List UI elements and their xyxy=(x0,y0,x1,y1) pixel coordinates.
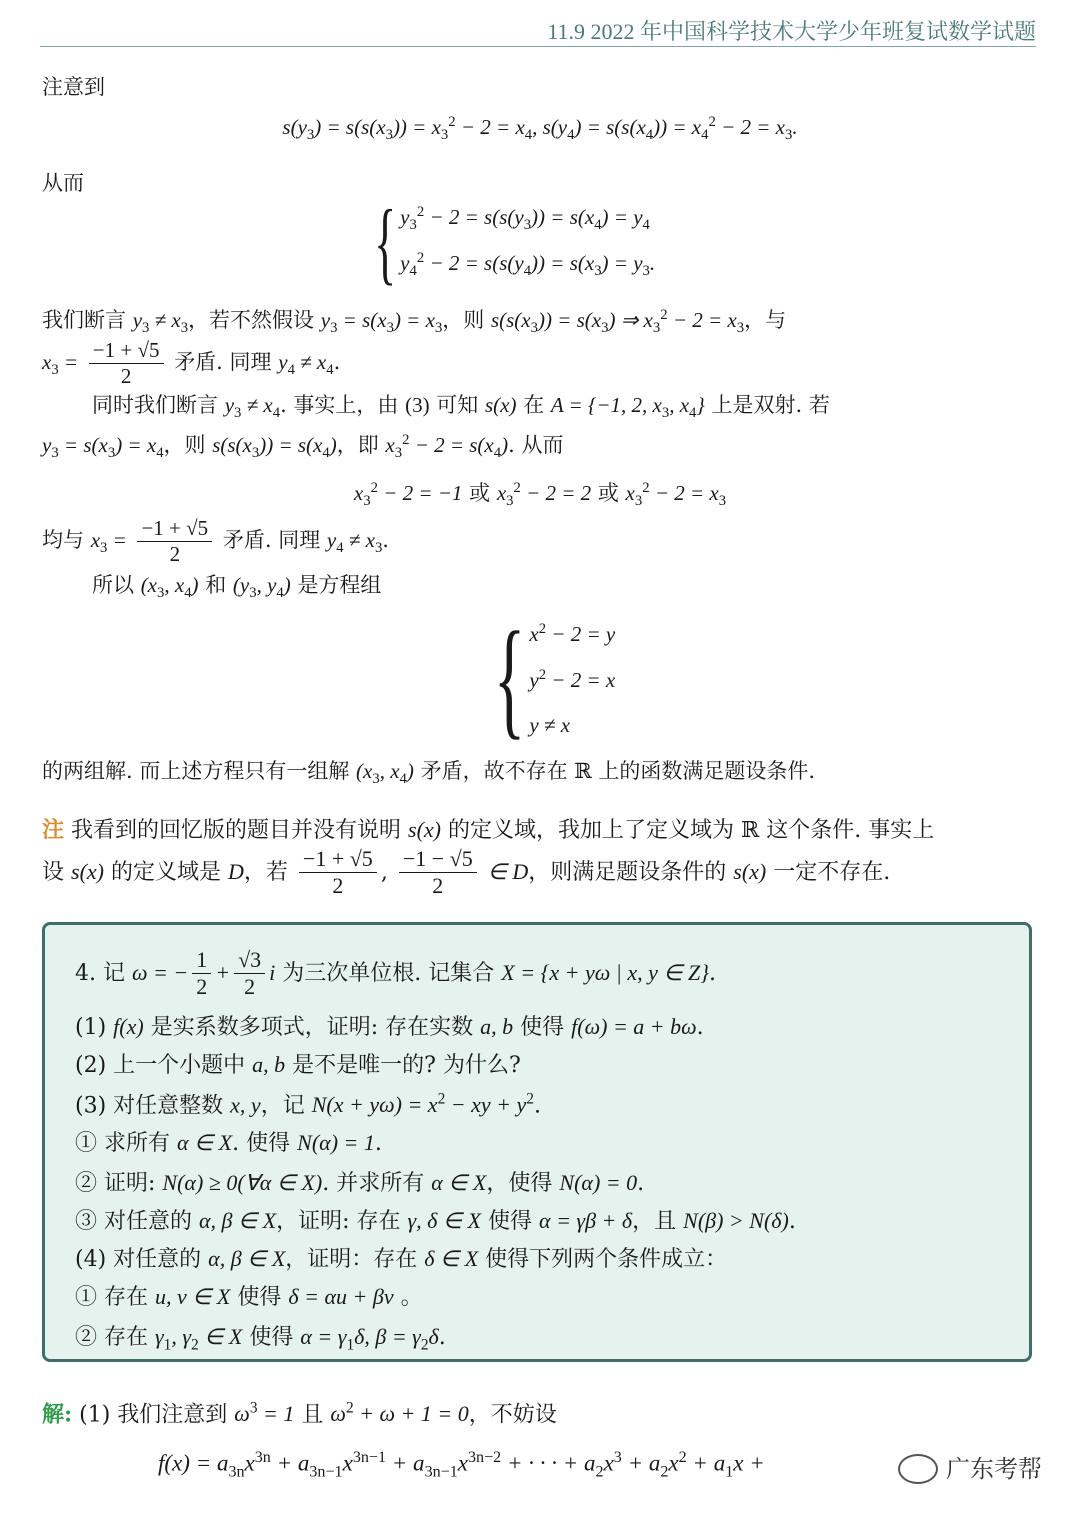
text-notice: 注意到 xyxy=(42,75,105,99)
solution-label: 解: xyxy=(42,1401,73,1428)
problem-line-8: (4) 对任意的 α, β ∈ X，证明：存在 δ ∈ X 使得下列两个条件成立： xyxy=(75,1246,728,1272)
problem-line-9: ① 存在 u, v ∈ X 使得 δ = αu + βv 。 xyxy=(75,1284,423,1310)
solution-equation: $f(x) = a_{3n}x^{3n} + a_{3n-1}x^{3n-1} + a_{3n-1}x^{3n-2}$ + · · · + $a_2x^3 + a_2x^2 + a_1x$ + xyxy=(158,1449,765,1481)
note-line2: 设 s(x) 的定义域是 D，若 $\frac{-1 + √5}{2}$ , $\frac{-1 - √5}{2}$ ∈ D，则满足题设条件的 s(x) 一定不存在. xyxy=(42,846,891,899)
wechat-icon xyxy=(898,1454,938,1484)
problem-box xyxy=(42,922,1032,1362)
paragraph-claim2: 同时我们断言 $y_3 \ne x_4$. 事实上，由 (3) 可知 s(x) 在 A = {−1, 2, $x_3$, $x_4$} 上是双射. 若 xyxy=(92,393,830,422)
watermark: 广东考帮 xyxy=(898,1452,1042,1487)
header-title: 11.9 2022 年中国科学技术大学少年班复试数学试题 xyxy=(547,19,1036,44)
paragraph-therefore: 所以 ($x_3$, $x_4$) 和 ($y_3$, $y_4$) 是方程组 xyxy=(92,573,382,602)
system-2: { $x^2 - 2 = y$ $y^2 - 2 = x$ y ≠ x xyxy=(493,604,616,751)
paragraph-claim1: 我们断言 $y_3 \ne x_3$，若不然假设 $y_3 = s(x_3) = x_3$，则 $s(s(x_3)) = s(x_3)$ ⇒ $x_3^2 - 2 = x_3$，与 xyxy=(42,307,787,337)
problem-line-3: (2) 上一个小题中 a, b 是不是唯一的? 为什么? xyxy=(75,1052,521,1078)
problem-line-4: (3) 对任意整数 x, y，记 $N(x + y\omega) = x^2$ − xy + $y^2$. xyxy=(75,1091,541,1119)
note-label: 注 xyxy=(42,817,65,843)
problem-line-5: ① 求所有 α ∈ X. 使得 N(α) = 1. xyxy=(75,1130,382,1156)
note-line1: 注 我看到的回忆版的题目并没有说明 s(x) 的定义域，我加上了定义域为 ℝ 这个条件. 事实上 xyxy=(42,817,935,843)
equation-1: $s(y_3) = s(s(x_3)) = x_3^2 - 2 = x_4$, $s(y_4) = s(s(x_4)) = x_4^2 - 2 = x_3$. xyxy=(282,114,798,144)
paragraph-conclusion: 的两组解. 而上述方程只有一组解 ($x_3$, $x_4$) 矛盾，故不存在 ℝ 上的函数满足题设条件. xyxy=(42,759,816,788)
problem-line-1: 4. 记 ω = − $\frac{1}{2}$ + $\frac{√3}{2}$ i 为三次单位根. 记集合 X = {x + yω | x, y ∈ Z}. xyxy=(75,947,717,1000)
problem-line-10: ② 存在 $\gamma_1$, $\gamma_2$ ∈ X 使得 $\alpha = \gamma_1\delta$, $\beta = \gamma_2\delta$. xyxy=(75,1324,446,1354)
header-rule xyxy=(40,46,1036,47)
paragraph-claim2-cont: $y_3 = s(x_3) = x_4$，则 $s(s(x_3)) = s(x_4)$，即 $x_3^2 - 2 = s(x_4)$. 从而 xyxy=(42,432,564,462)
system-1: { $y_3^2 - 2 = s(s(y_3)) = s(x_4) = y_4$ $y_4^2 - 2 = s(s(y_4)) = s(x_3) = y_3$. xyxy=(374,191,656,293)
text-hence: 从而 xyxy=(42,171,84,195)
equation-2: $x_3^2 - 2 = -1$ 或 $x_3^2 - 2 = 2$ 或 $x_3^2 - 2 = x_3$ xyxy=(353,480,727,510)
problem-line-2: (1) f(x) 是实系数多项式，证明: 存在实数 a, b 使得 f(ω) = a + bω. xyxy=(75,1014,704,1040)
paragraph-both: 均与 $x_3$ = $\frac{-1 + √5}{2}$ 矛盾. 同理 $y_4 \ne x_3$. xyxy=(42,516,389,567)
problem-line-6: ② 证明: N(α) ≥ 0(∀α ∈ X). 并求所有 α ∈ X，使得 N(α) = 0. xyxy=(75,1170,645,1196)
solution-line1: 解: (1) 我们注意到 $\omega^3 = 1$ 且 $\omega^2 + \omega + 1 = 0$，不妨设 xyxy=(42,1400,557,1428)
paragraph-claim1-cont: $x_3$ = $\frac{-1 + √5}{2}$ 矛盾. 同理 $y_4 \ne x_4$. xyxy=(42,338,341,389)
problem-line-7: ③ 对任意的 α, β ∈ X，证明: 存在 γ, δ ∈ X 使得 α = γβ + δ，且 N(β) > N(δ). xyxy=(75,1208,796,1234)
